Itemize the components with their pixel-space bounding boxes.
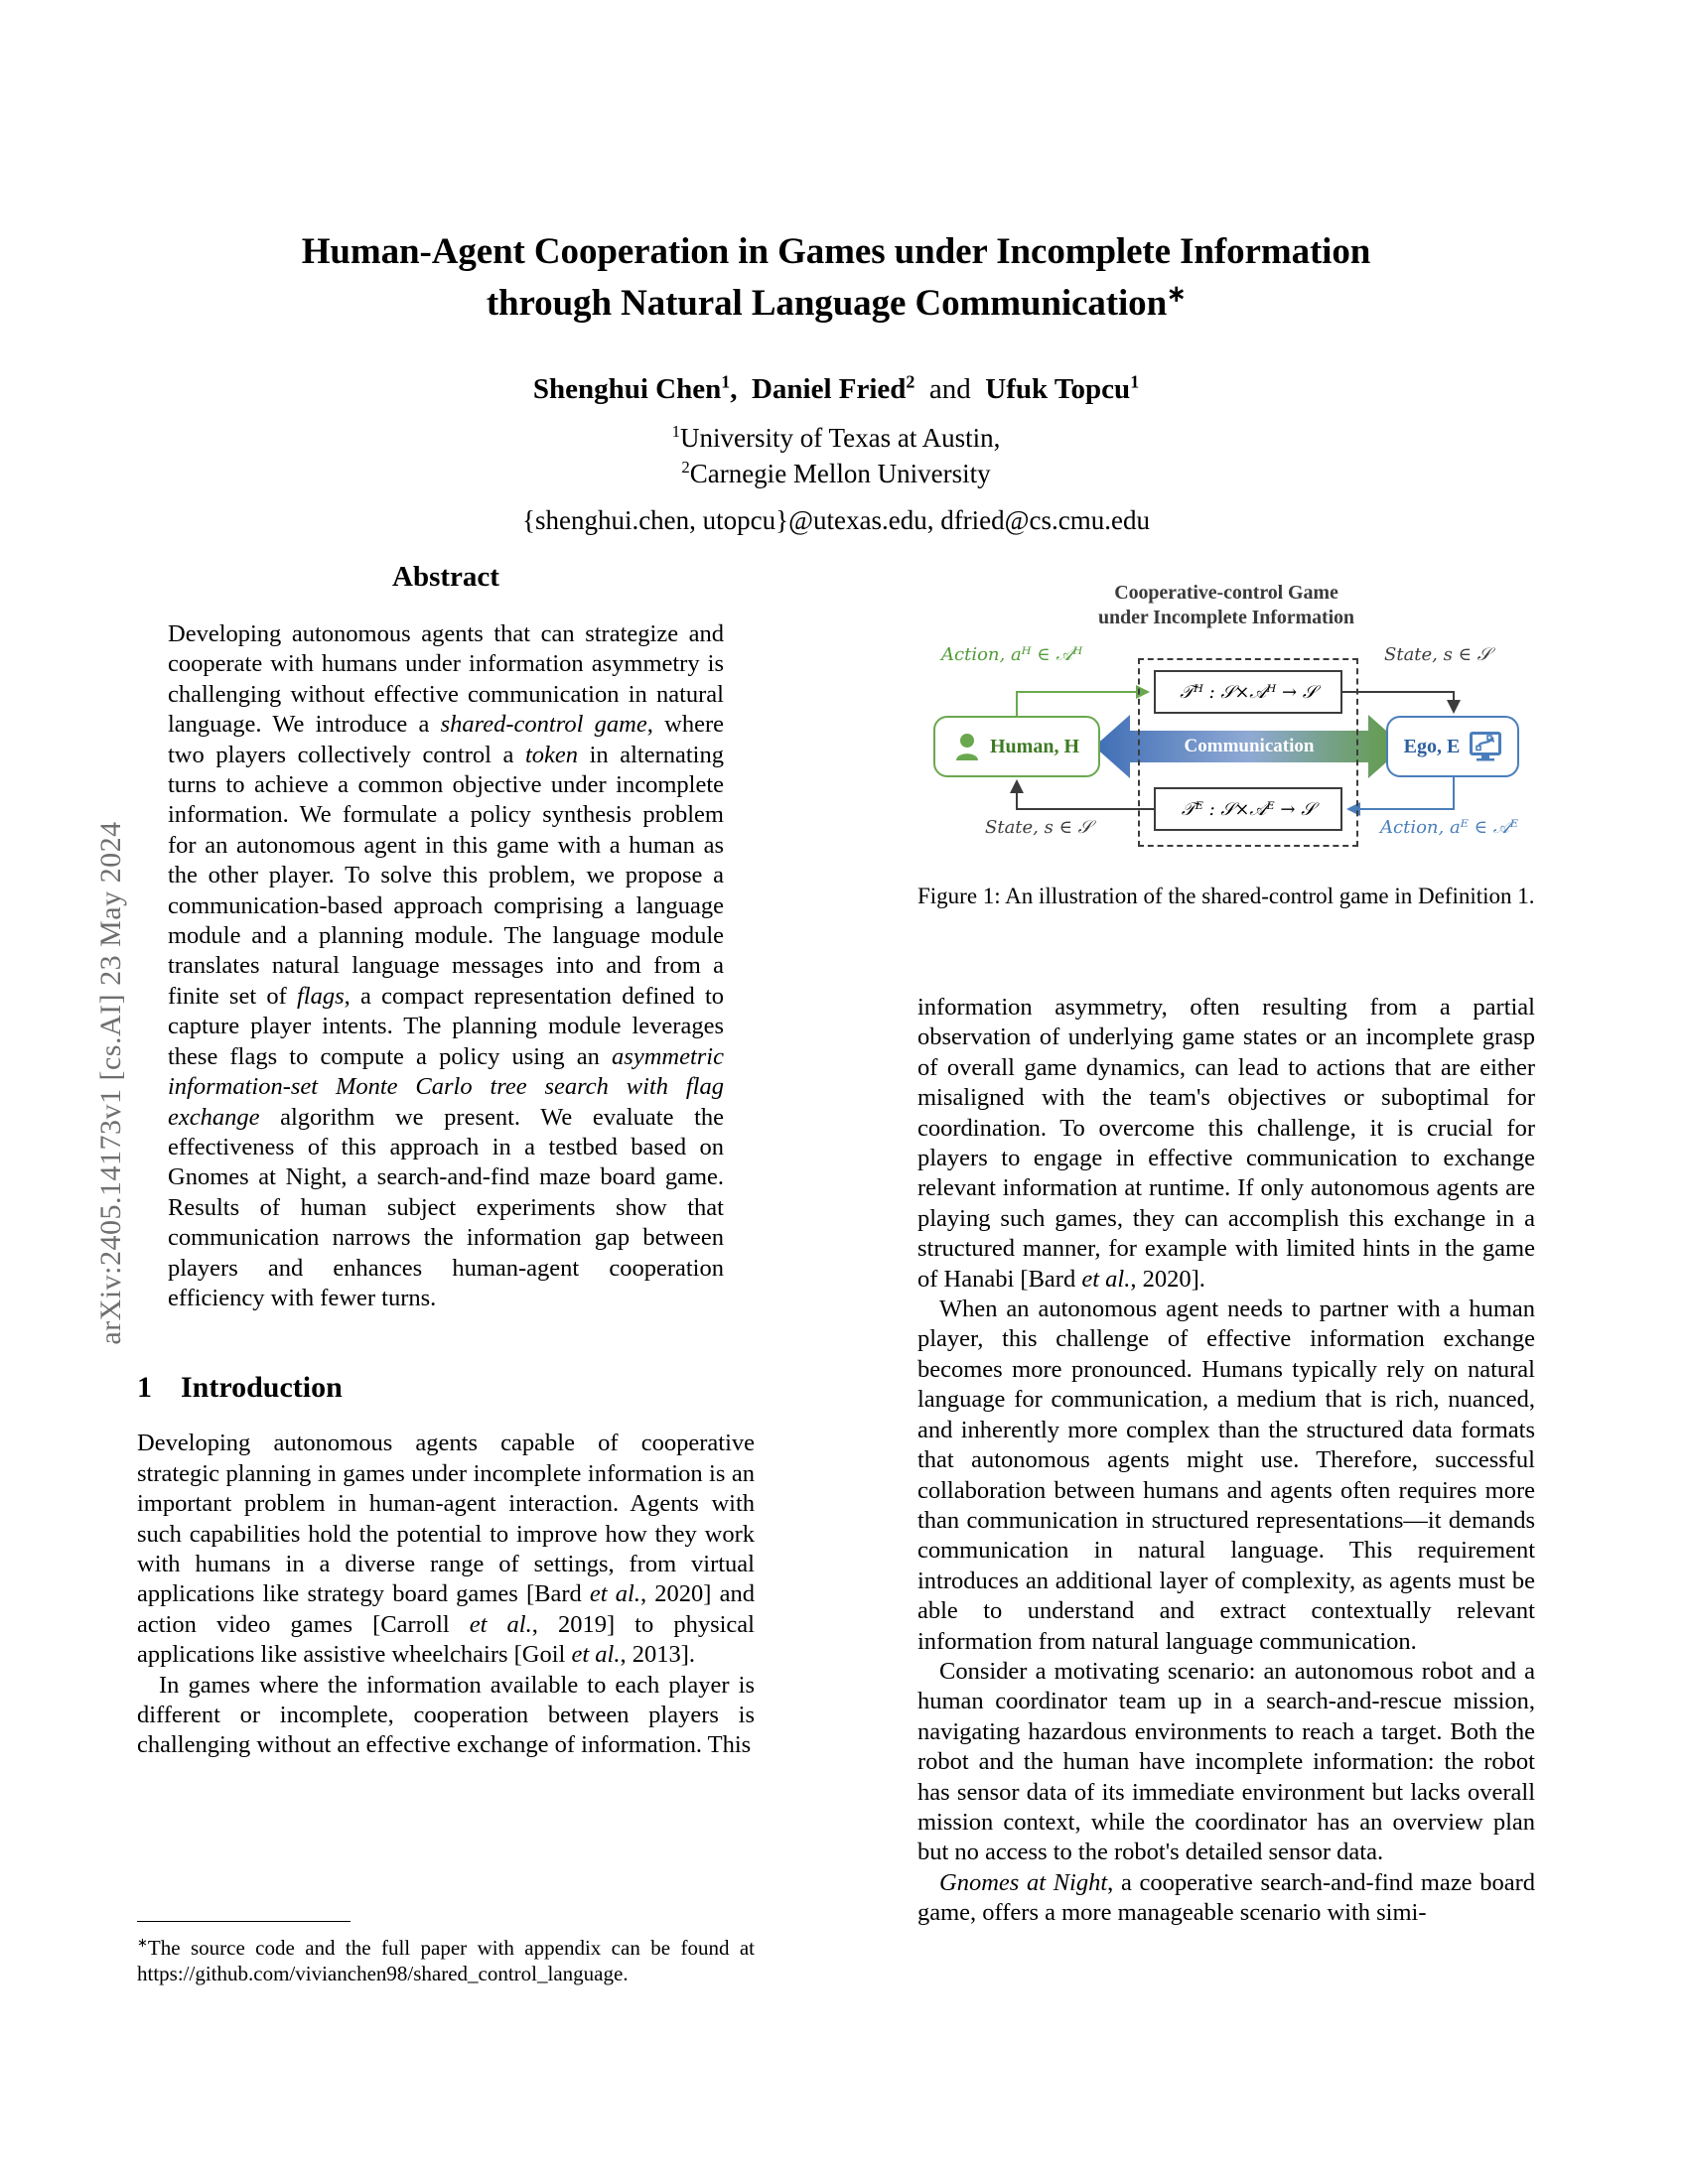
abstract-body xyxy=(168,619,724,1313)
author-list xyxy=(137,373,1535,406)
label-state-bottom: State, s ∈ 𝒮 xyxy=(985,817,1092,838)
footnote-text-c: language. xyxy=(547,1962,629,1985)
figure-title-line-2: under Incomplete Information xyxy=(1098,607,1354,628)
transition-e-formula: 𝒯ᴱ : 𝒮×𝒜ᴱ → 𝒮 xyxy=(1181,798,1316,820)
author-emails: {shenghui.chen, utopcu}@utexas.edu, dfried@cs.cmu.edu xyxy=(522,505,1150,535)
right-paragraph-2: When an autonomous agent needs to partner with a human player, this challenge of effective information exchange becomes more pronounced. Humans typically rely on natural language for communication, a medium that is rich, nuanced, and inherently more complex than the structured data formats that autonomous agents might use. Therefore, successful collaboration between humans and agents often requires more than communication in structured representations—it demands communication in natural language. This requirement introduces an additional layer of complexity, as agents must be able to understand and extract contextually relevant information from natural language communication. xyxy=(917,1296,1535,1655)
footnote-marker: ∗ xyxy=(137,1935,148,1950)
section-number: 1 xyxy=(137,1371,152,1405)
right-p1-text-1: information asymmetry, often resulting from a partial observation of underlying game states or an incomplete grasp of overall game dynamics, can lead to actions that are either misaligned with the team's objectives or suboptimal for coordination. To overcome this challenge, it is crucial for players to engage in effective communication to exchange relevant information at runtime. If only autonomous agents are playing such games, they can accomplish this exchange in a structured manner, for example with limited hints in the game of Hanabi [Bard xyxy=(917,994,1535,1293)
author-1-affil-marker: 1 xyxy=(721,371,731,392)
monitor-planning-icon xyxy=(1470,732,1501,761)
footnote-rule xyxy=(137,1921,351,1922)
figure-1 xyxy=(917,581,1535,910)
transition-function-human xyxy=(1154,670,1342,714)
author-1-name: Shenghui Chen xyxy=(532,373,722,405)
right-p4-emph-gnomes: Gnomes at Night xyxy=(939,1868,1108,1896)
left-column xyxy=(137,561,755,1761)
transition-h-formula: 𝒯ᴴ : 𝒮×𝒜ᴴ → 𝒮 xyxy=(1180,681,1317,703)
affiliation-2: Carnegie Mellon University xyxy=(689,459,991,488)
intro-p1-text-4: , 2013]. xyxy=(620,1641,696,1669)
author-2-affil-marker: 2 xyxy=(906,371,915,392)
right-column xyxy=(917,993,1535,1929)
abstract-text-5: algorithm we present. We evaluate the effectiveness of this approach in a testbed based on Gnomes at Night, a search-and-find maze board game. Results of human subject experiments show that communication narrows the information gap between players and enhances human-agent cooperation efficiency with fewer turns. xyxy=(168,1103,724,1311)
right-paragraph-1 xyxy=(917,993,1535,1295)
page-title xyxy=(137,226,1535,330)
intro-p1-text-3: , 2019] to physical applications like assistive wheelchairs [Goil xyxy=(137,1610,755,1669)
affiliation-1-marker: 1 xyxy=(671,422,681,441)
footnote-block xyxy=(137,1921,755,1986)
footnote-underscore-1: _ xyxy=(468,1962,479,1985)
ego-player-label: Ego, E xyxy=(1403,735,1461,757)
intro-p1-etal-1: et al. xyxy=(589,1580,640,1608)
paper-page xyxy=(137,0,1535,2184)
intro-p1-etal-2: et al. xyxy=(469,1610,532,1638)
human-player-box xyxy=(933,716,1100,777)
footnote-text-b: control xyxy=(478,1962,538,1985)
author-separator-1: , xyxy=(730,373,738,405)
abstract-emph-algorithm: asymmetric information-set Monte Carlo tree search with flag exchange xyxy=(168,1042,724,1131)
right-paragraph-4 xyxy=(917,1868,1535,1929)
title-block xyxy=(137,226,1535,536)
abstract-heading: Abstract xyxy=(392,561,499,593)
section-title: Introduction xyxy=(181,1371,343,1405)
affiliation-1: University of Texas at Austin, xyxy=(680,423,1001,453)
human-player-label: Human, H xyxy=(989,735,1080,757)
section-heading-introduction xyxy=(137,1371,755,1405)
figure-inner-title xyxy=(917,581,1535,630)
affiliation-list xyxy=(137,420,1535,491)
intro-paragraph-1 xyxy=(137,1429,755,1670)
arxiv-stamp: arXiv:2405.14173v1 [cs.AI] 23 May 2024 xyxy=(94,821,127,1345)
abstract-emph-flags: flags xyxy=(296,982,345,1010)
figure-caption: Figure 1: An illustration of the shared-control game in Definition 1. xyxy=(917,884,1535,908)
title-line-1: Human-Agent Cooperation in Games under Incomplete Information xyxy=(301,231,1371,272)
label-action-ego: Action, aᴱ ∈ 𝒜ᴱ xyxy=(1380,817,1519,838)
intro-p1-text-1: Developing autonomous agents capable of cooperative strategic planning in games under incomplete information is an important problem in human-agent interaction. Agents with such capabilities hold the potential to improve how they work with humans in a diverse range of settings, from virtual applications like strategy board games [Bard xyxy=(137,1430,755,1608)
communication-label: Communication xyxy=(1184,736,1315,756)
figure-diagram xyxy=(917,636,1535,850)
intro-p1-etal-3: et al. xyxy=(571,1641,621,1669)
title-footnote-marker: ∗ xyxy=(1167,281,1187,307)
author-3-affil-marker: 1 xyxy=(1130,371,1140,392)
right-p4-text: , a cooperative search-and-find maze board game, offers a more manageable scenario with simi- xyxy=(917,1868,1535,1927)
abstract-text-3: in alternating turns to achieve a common objective under incomplete information. We formulate a policy synthesis problem for an autonomous agent in this game with a human as the other player. To solve this problem, we propose a communication-based approach comprising a language module and a planning module. The language module translates natural language messages into and from a finite set of xyxy=(168,741,724,1010)
right-p1-etal: et al. xyxy=(1081,1265,1131,1293)
author-2-name: Daniel Fried xyxy=(751,373,907,405)
abstract-text-4: , a compact representation defined to capture player intents. The planning module leverages these flags to compute a policy using an xyxy=(168,982,725,1070)
label-state-top: State, s ∈ 𝒮 xyxy=(1384,644,1491,665)
title-line-2: through Natural Language Communication xyxy=(486,283,1168,324)
figure-title-line-1: Cooperative-control Game xyxy=(1114,582,1338,604)
label-action-human: Action, aᴴ ∈ 𝒜ᴴ xyxy=(941,644,1083,665)
author-conjunction: and xyxy=(928,373,971,405)
abstract-emph-token: token xyxy=(524,741,579,768)
abstract-emph-shared-control-game: shared-control game xyxy=(440,711,647,739)
right-p1-text-2: , 2020]. xyxy=(1130,1265,1205,1293)
footnote-text xyxy=(137,1935,755,1986)
author-3-name: Ufuk Topcu xyxy=(985,373,1131,405)
ego-player-box xyxy=(1386,716,1519,777)
affiliation-2-marker: 2 xyxy=(681,458,690,477)
intro-paragraph-2: In games where the information available to each player is different or incomplete, cooperation between players is challenging without an effective exchange of information. This xyxy=(137,1671,755,1759)
person-icon xyxy=(954,732,980,761)
right-paragraph-3: Consider a motivating scenario: an autonomous robot and a human coordinator team up in a search-and-rescue mission, navigating hazardous environments to reach a target. Both the robot and the human have incomplete information: the robot has sensor data of its immediate environment but lacks overall mission context, while the coordinator has an overview plan but no access to the robot's detailed sensor data. xyxy=(917,1657,1535,1866)
transition-function-ego xyxy=(1154,787,1342,831)
abstract-text-1: Developing autonomous agents that can strategize and cooperate with humans under information asymmetry is challenging without effective communication in natural language. We introduce a xyxy=(168,620,724,739)
footnote-underscore-2: _ xyxy=(537,1962,548,1985)
intro-p1-text-2: , 2020] and action video games [Carroll xyxy=(137,1580,755,1638)
footnote-text-a: The source code and the full paper with appendix can be found at https://github.com/vivianchen98/shared xyxy=(137,1936,755,1985)
abstract-text-2: , where two players collectively control a xyxy=(168,711,724,768)
